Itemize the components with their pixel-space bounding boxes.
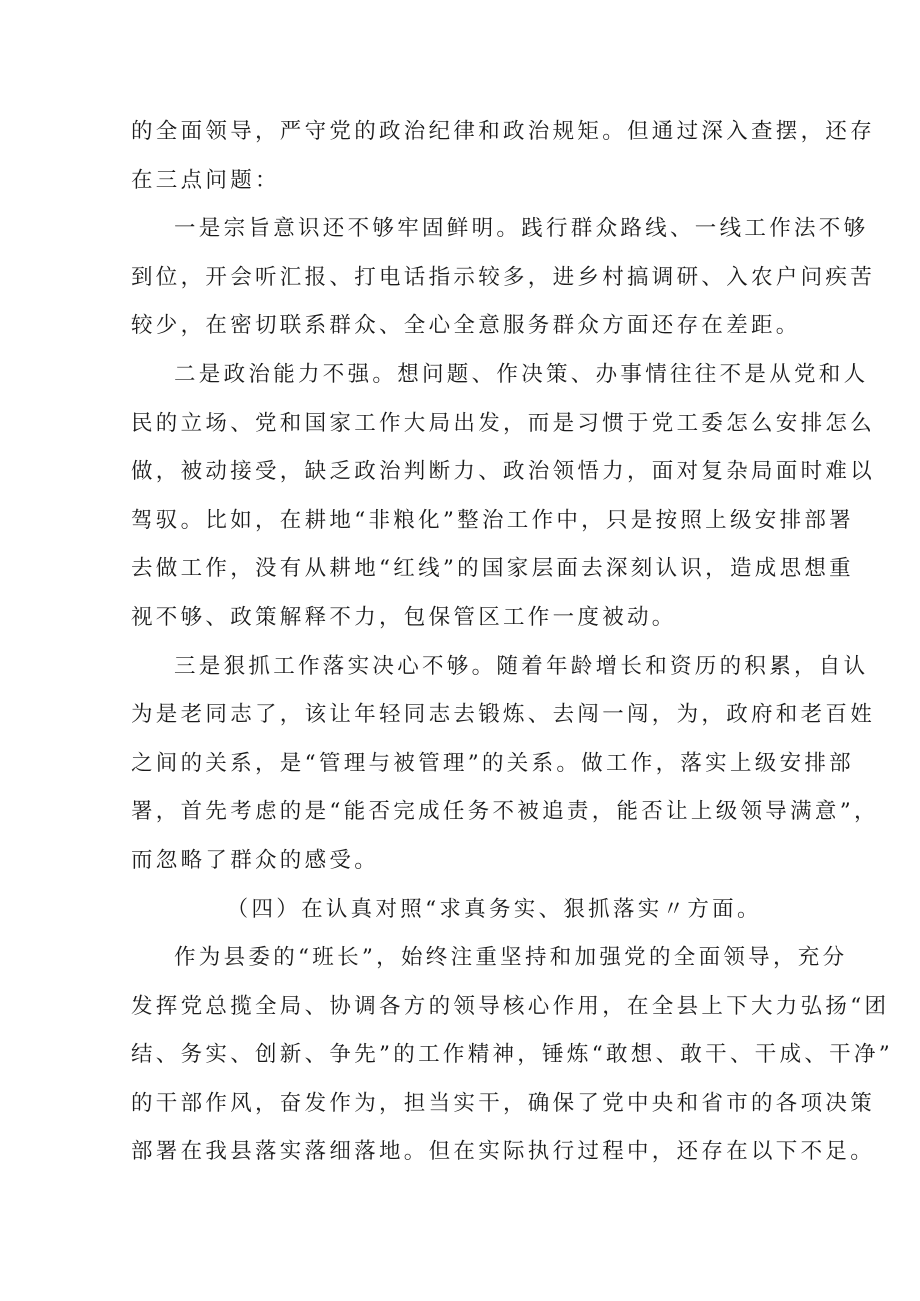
- text-line: 做，被动接受，缺乏政治判断力、政治领悟力，面对复杂局面时难以: [131, 459, 876, 485]
- text-line: 的全面领导，严守党的政治纪律和政治规矩。但通过深入查摆，还存: [131, 119, 876, 144]
- text-line: 视不够、政策解释不力，包保管区工作一度被动。: [131, 604, 677, 630]
- text-line: 署，首先考虑的是“能否完成任务不被追责，能否让上级领导满意”，: [131, 799, 879, 825]
- section-heading: [131, 886, 791, 935]
- text-line: 去做工作，没有从耕地“红线”的国家层面去深刻认识，造成思想重: [131, 556, 854, 582]
- paragraph-continuation: [131, 108, 876, 205]
- text-line: 部署在我县落实落细落地。但在实际执行过程中，还存在以下不足。: [131, 1139, 876, 1165]
- text-line: 二是政治能力不强。想问题、作决策、办事情往往不是从党和人: [174, 361, 869, 387]
- text-line: 作为县委的“班长”，始终注重坚持和加强党的全面领导，充分: [174, 945, 848, 971]
- text-line: 而忽略了群众的感受。: [131, 847, 380, 873]
- text-line: 在三点问题：: [131, 167, 280, 193]
- text-line: 为是老同志了，该让年轻同志去锻炼、去闯一闯，为，政府和老百姓: [131, 702, 876, 728]
- text-line: 发挥党总揽全局、协调各方的领导核心作用，在全县上下大力弘扬“团: [131, 993, 890, 1019]
- paragraph-issue-one: [131, 205, 876, 351]
- text-line: 较少，在密切联系群众、全心全意服务群众方面还存在差距。: [131, 313, 801, 339]
- text-line: 三是狠抓工作落实决心不够。随着年龄增长和资历的积累，自认: [174, 653, 869, 679]
- text-line: 结、务实、创新、争先”的工作精神，锤炼“敢想、敢干、干成、干净”: [131, 1042, 894, 1068]
- text-line: 民的立场、党和国家工作大局出发，而是习惯于党工委怎么安排怎么: [131, 410, 876, 436]
- document-body: [131, 108, 894, 1177]
- paragraph-section-intro: [131, 934, 894, 1177]
- paragraph-issue-two: [131, 351, 876, 643]
- text-line: 到位，开会听汇报、打电话指示较多，进乡村搞调研、入农户问疾苦: [131, 264, 876, 290]
- text-line: 一是宗旨意识还不够牢固鲜明。践行群众路线、一线工作法不够: [174, 216, 869, 242]
- section-heading-text: （四）在认真对照“求真务实、狠抓落实〃方面。: [226, 896, 762, 922]
- text-line: 的干部作风，奋发作为，担当实干，确保了党中央和省市的各项决策: [131, 1090, 876, 1116]
- text-line: 之间的关系，是“管理与被管理”的关系。做工作，落实上级安排部: [131, 750, 854, 776]
- text-line: 驾驭。比如，在耕地“非粮化”整治工作中，只是按照上级安排部署: [131, 507, 854, 533]
- paragraph-issue-three: [131, 643, 879, 886]
